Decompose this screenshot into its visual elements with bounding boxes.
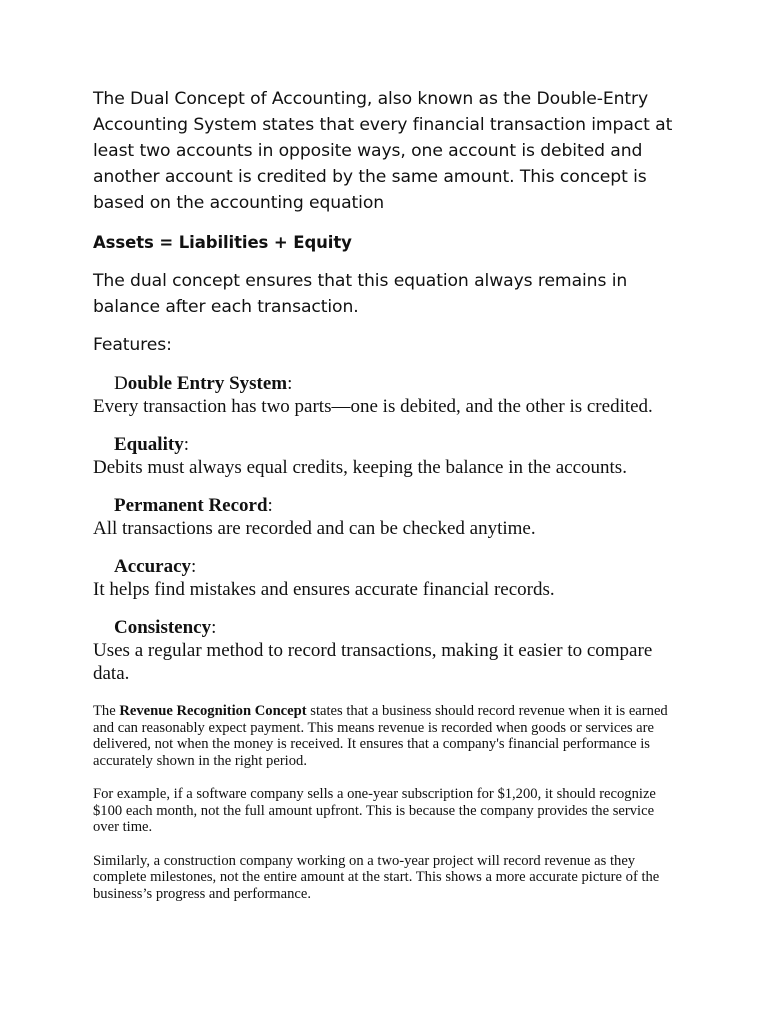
feature-description: It helps find mistakes and ensures accurate financial records.	[93, 579, 555, 600]
document-page	[93, 86, 683, 919]
feature-title-colon: :	[287, 373, 293, 394]
feature-description: Uses a regular method to record transactions, making it easier to compare data.	[93, 640, 653, 684]
feature-permanent-record	[93, 494, 683, 540]
feature-title-bold: Equality	[114, 434, 184, 455]
feature-title-colon: :	[267, 495, 273, 516]
software-example-paragraph: For example, if a software company sells a one-year subscription for $1,200, it should recognize $100 each month, not the full amount upfront. This is because the company provides the service over time.	[93, 786, 656, 835]
feature-description: All transactions are recorded and can be checked anytime.	[93, 518, 536, 539]
revenue-rest: states that a business should record revenue when it is earned and can reasonably expect payment. This means revenue is recorded when goods or services are delivered, not when the money is received. It ensures that a company's financial performance is accurately shown in the right period.	[93, 703, 668, 769]
feature-title	[114, 555, 683, 578]
feature-title-colon: :	[211, 617, 217, 638]
feature-title-bold: Accuracy	[114, 556, 192, 577]
feature-title	[114, 433, 683, 456]
feature-title-bold: Permanent Record	[114, 495, 268, 516]
feature-title	[114, 372, 683, 395]
feature-title-colon: :	[191, 556, 197, 577]
feature-title	[114, 616, 683, 639]
revenue-recognition-paragraph	[93, 703, 678, 769]
revenue-term: Revenue Recognition Concept	[119, 703, 307, 719]
feature-title-bold: ouble Entry System	[127, 373, 288, 394]
feature-double-entry	[93, 372, 683, 418]
features-label: Features:	[93, 335, 172, 355]
revenue-lead: The	[93, 703, 120, 719]
balance-paragraph: The dual concept ensures that this equation always remains in balance after each transaction.	[93, 271, 628, 317]
feature-consistency	[93, 616, 683, 685]
feature-description: Debits must always equal credits, keeping the balance in the accounts.	[93, 457, 627, 478]
feature-title-colon: :	[183, 434, 189, 455]
feature-accuracy	[93, 555, 683, 601]
construction-example-paragraph: Similarly, a construction company working on a two-year project will record revenue as they complete milestones, not the entire amount at the start. This shows a more accurate picture of the business’s progress and performance.	[93, 852, 660, 902]
feature-title-bold: Consistency	[114, 617, 212, 638]
accounting-equation: Assets = Liabilities + Equity	[93, 233, 352, 252]
feature-title-initial: D	[114, 373, 128, 394]
intro-paragraph: The Dual Concept of Accounting, also known as the Double-Entry Accounting System states that every financial transaction impact at least two accounts in opposite ways, one account is debited and another account is credited by the same amount. This concept is based on the accounting equation	[93, 89, 673, 213]
feature-equality	[93, 433, 683, 479]
feature-description: Every transaction has two parts—one is debited, and the other is credited.	[93, 396, 653, 417]
feature-title	[114, 494, 683, 517]
